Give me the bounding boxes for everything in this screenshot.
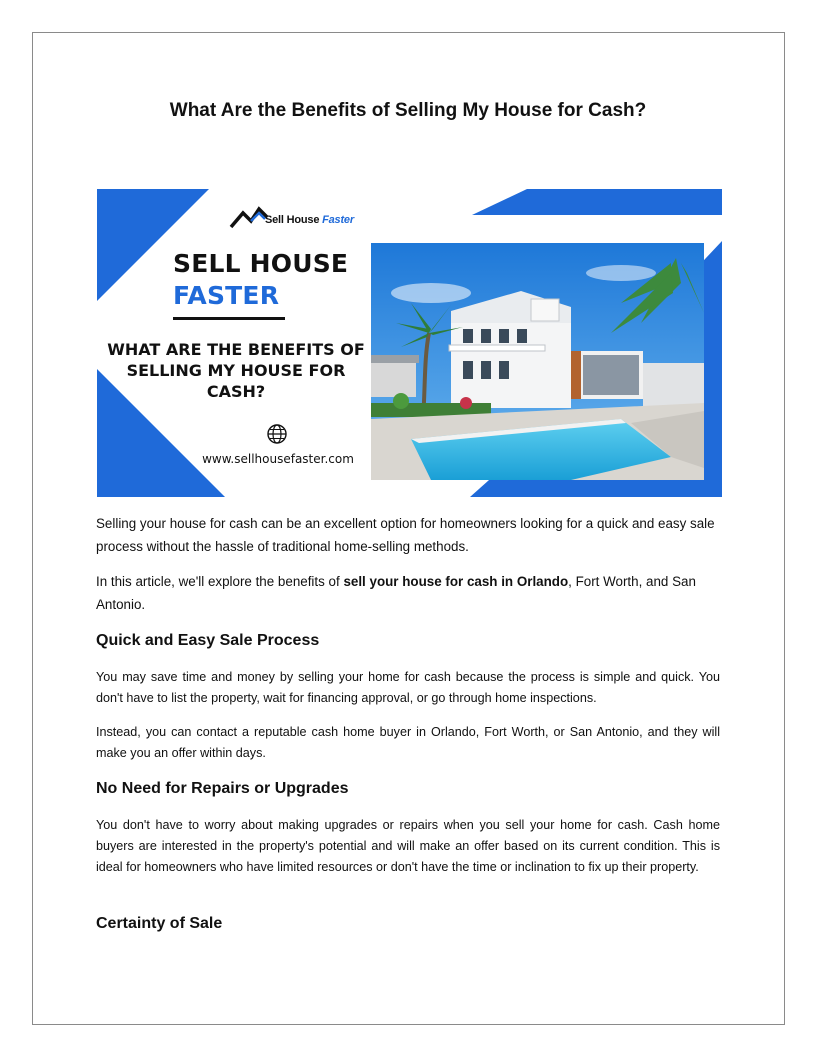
banner-stripe-top-right (472, 189, 722, 215)
house-logo-icon (229, 201, 269, 231)
brand-name: Sell House Faster (265, 214, 354, 226)
globe-icon (266, 423, 288, 445)
intro-paragraph: Selling your house for cash can be an excellent option for homeowners looking for a quick and easy sale process without the hassle of traditional home-selling methods. (96, 516, 715, 554)
quick-sale-paragraph-1: You may save time and money by selling your home for cash because the process is simple and quick. You don't have to list the property, wait for financing approval, or go through home inspections. (96, 670, 720, 705)
bold-link-text: sell your house for cash in Orlando (343, 574, 569, 589)
banner-heading-line1: SELL HOUSE (173, 249, 349, 278)
page-title: What Are the Benefits of Selling My House for Cash? (169, 100, 647, 121)
banner-subheading: WHAT ARE THE BENEFITS OF SELLING MY HOUSE FOR CASH? (107, 340, 365, 401)
section-heading-repairs: No Need for Repairs or Upgrades (96, 780, 349, 797)
quick-sale-paragraph-2: Instead, you can contact a reputable cash home buyer in Orlando, Fort Worth, or San Antonio, and they will make you an offer within days. (96, 725, 720, 760)
website-url: www.sellhousefaster.com (202, 452, 354, 466)
banner-stripe-bottom-right (470, 479, 722, 497)
repairs-paragraph: You don't have to worry about making upgrades or repairs when you sell your home for cash. Cash home buyers are interested in the property's potential and will make an offer based on its current condition. This is ideal for homeowners who have limited resources or don't have the time or inclination to fix up their property. (96, 818, 720, 874)
hero-banner (97, 189, 722, 497)
section-heading-certainty: Certainty of Sale (96, 915, 223, 932)
house-photo (371, 243, 704, 480)
article-overview-paragraph: In this article, we'll explore the benefits of sell your house for cash in Orlando, Fort Worth, and San Antonio. (96, 574, 696, 612)
section-heading-quick-sale: Quick and Easy Sale Process (96, 632, 320, 649)
brand-logo (229, 201, 369, 231)
heading-underline (173, 317, 285, 320)
banner-heading-line2: FASTER (173, 281, 280, 310)
